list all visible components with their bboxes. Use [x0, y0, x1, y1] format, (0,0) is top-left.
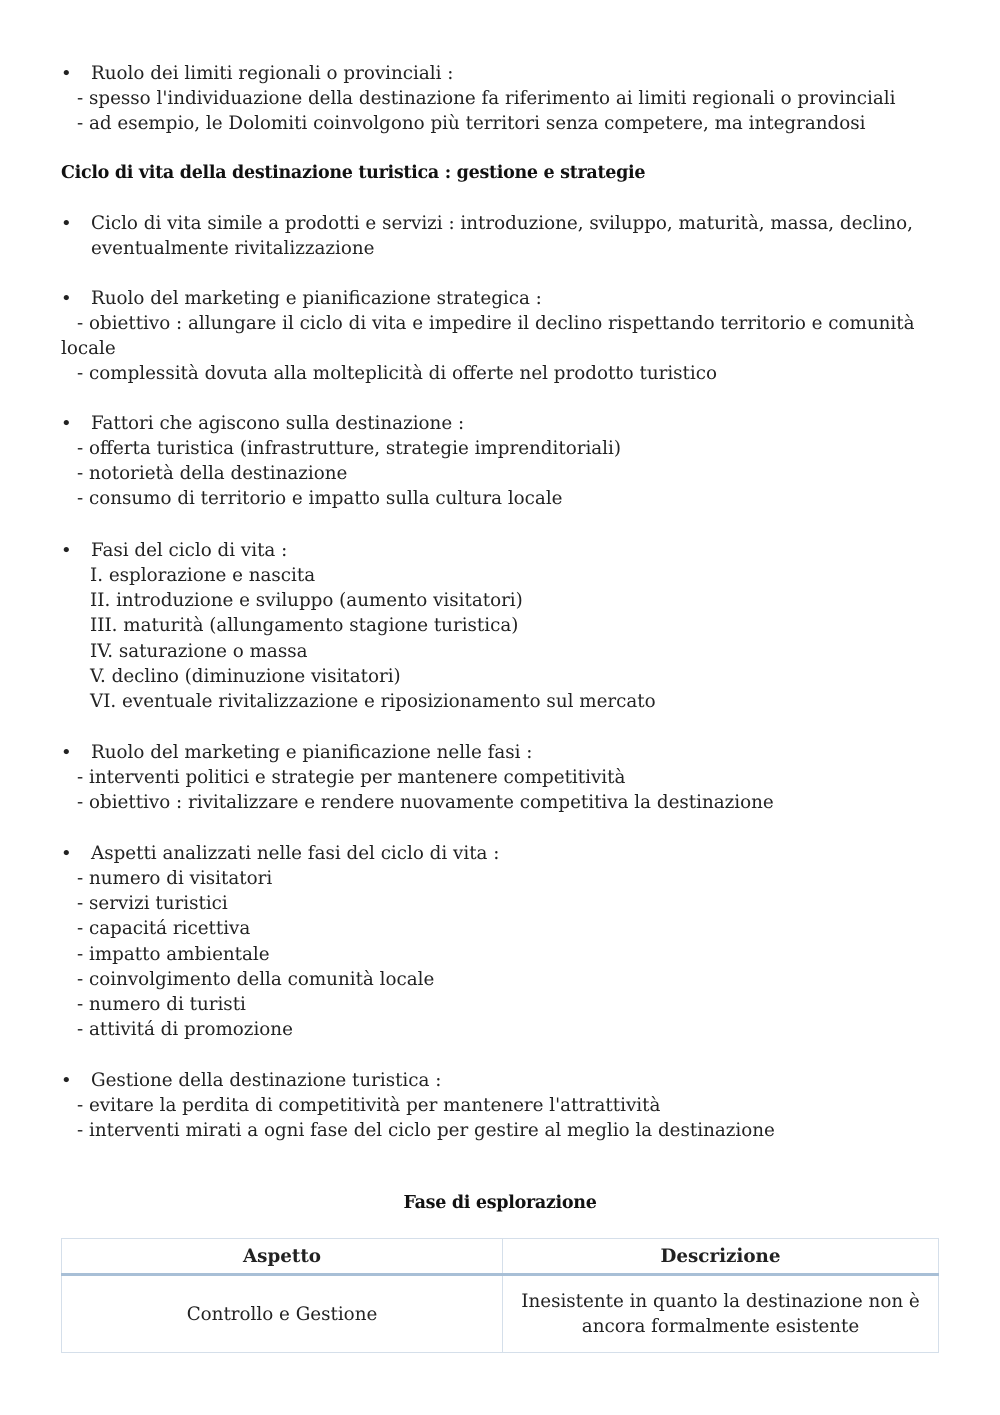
section-title: Gestione della destinazione turistica : — [91, 1070, 442, 1091]
section-title: Ruolo dei limiti regionali o provinciali : — [91, 63, 454, 84]
section-title: Ruolo del marketing e pianificazione nelle fasi : — [91, 742, 533, 763]
text-line: locale — [61, 338, 116, 359]
text-line: - evitare la perdita di competitività per mantenere l'attrattività — [77, 1095, 661, 1116]
table-header-row — [62, 1239, 939, 1275]
bullet-icon: • — [61, 540, 72, 561]
bullet-icon: • — [61, 413, 72, 434]
list-item: - attivitá di promozione — [77, 1019, 293, 1040]
bullet-icon: • — [61, 742, 72, 763]
list-item: IV. saturazione o massa — [90, 641, 308, 662]
description-line: Inesistente in quanto la destinazione non è — [521, 1291, 920, 1312]
column-header-description: Descrizione — [503, 1239, 939, 1275]
text-line: - complessità dovuta alla molteplicità di offerte nel prodotto turistico — [77, 363, 717, 384]
list-item: - numero di visitatori — [77, 868, 273, 889]
section-heading: Ciclo di vita della destinazione turistica : gestione e strategie — [61, 163, 646, 183]
phase-table — [61, 1238, 939, 1353]
list-item: I. esplorazione e nascita — [90, 565, 316, 586]
bullet-icon: • — [61, 63, 72, 84]
cell-description — [503, 1275, 939, 1353]
cell-aspect: Controllo e Gestione — [62, 1275, 503, 1353]
text-line: Ciclo di vita simile a prodotti e servizi : introduzione, sviluppo, maturità, massa, declino, — [91, 213, 913, 234]
list-item: - coinvolgimento della comunità locale — [77, 969, 435, 990]
bullet-icon: • — [61, 843, 72, 864]
section-title: Ruolo del marketing e pianificazione strategica : — [91, 288, 542, 309]
text-line: - obiettivo : rivitalizzare e rendere nuovamente competitiva la destinazione — [77, 792, 774, 813]
text-line: - notorietà della destinazione — [77, 463, 348, 484]
section-title: Fasi del ciclo di vita : — [91, 540, 288, 561]
list-item: VI. eventuale rivitalizzazione e riposizionamento sul mercato — [90, 691, 656, 712]
section-title: Fattori che agiscono sulla destinazione : — [91, 413, 465, 434]
text-line: - interventi politici e strategie per mantenere competitività — [77, 767, 626, 788]
list-item: V. declino (diminuzione visitatori) — [90, 666, 401, 687]
text-line: - interventi mirati a ogni fase del ciclo per gestire al meglio la destinazione — [77, 1120, 775, 1141]
list-item: - capacitá ricettiva — [77, 918, 251, 939]
list-item: - servizi turistici — [77, 893, 228, 914]
text-line: - spesso l'individuazione della destinazione fa riferimento ai limiti regionali o provinciali — [77, 88, 896, 109]
column-header-aspect: Aspetto — [62, 1239, 503, 1275]
text-line: - ad esempio, le Dolomiti coinvolgono più territori senza competere, ma integrandosi — [77, 113, 866, 134]
table-row — [62, 1275, 939, 1353]
section-title: Aspetti analizzati nelle fasi del ciclo di vita : — [91, 843, 500, 864]
bullet-icon: • — [61, 1070, 72, 1091]
table-title: Fase di esplorazione — [403, 1193, 597, 1213]
bullet-icon: • — [61, 213, 72, 234]
list-item: III. maturità (allungamento stagione turistica) — [90, 615, 519, 636]
list-item: - numero di turisti — [77, 994, 246, 1015]
text-line: eventualmente rivitalizzazione — [91, 238, 375, 259]
text-line: - obiettivo : allungare il ciclo di vita e impedire il declino rispettando territorio e comunità — [77, 313, 915, 334]
description-line: ancora formalmente esistente — [581, 1316, 860, 1337]
list-item: II. introduzione e sviluppo (aumento visitatori) — [90, 590, 523, 611]
text-line: - consumo di territorio e impatto sulla cultura locale — [77, 488, 563, 509]
bullet-icon: • — [61, 288, 72, 309]
list-item: - impatto ambientale — [77, 944, 270, 965]
text-line: - offerta turistica (infrastrutture, strategie imprenditoriali) — [77, 438, 622, 459]
